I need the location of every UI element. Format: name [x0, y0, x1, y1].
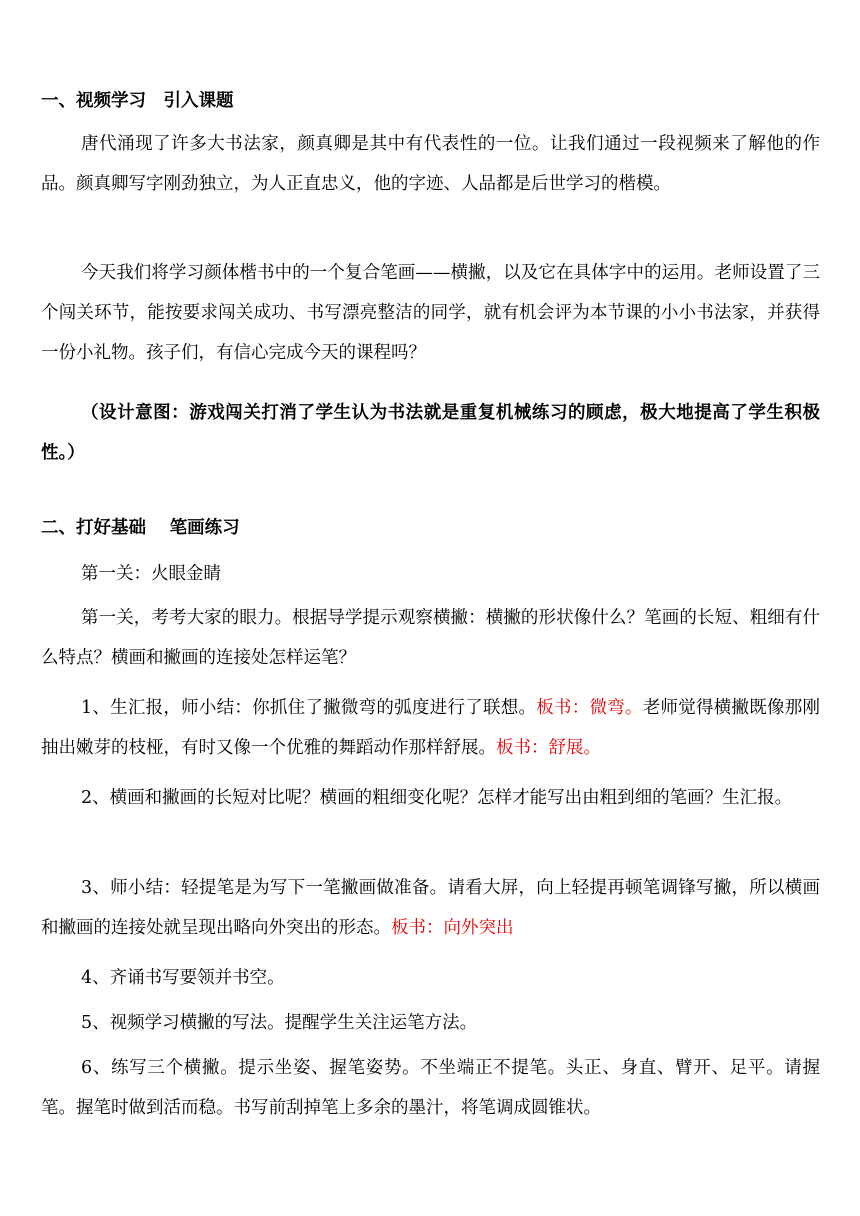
design-intent-note: （设计意图：游戏闯关打消了学生认为书法就是重复机械练习的顾虑，极大地提高了学生积极性。）: [41, 403, 820, 463]
item-1-text-a: 1、生汇报，师小结：你抓住了撇微弯的弧度进行了联想。: [81, 698, 537, 718]
level1-intro-paragraph: 第一关，考考大家的眼力。根据导学提示观察横撇：横撇的形状像什么？笔画的长短、粗细有什么特点？横画和撇画的连接处怎样运笔？: [41, 608, 820, 668]
board-note-protrude: 板书：向外突出: [391, 918, 514, 938]
section1-paragraph-2: 今天我们将学习颜体楷书中的一个复合笔画——横撇，以及它在具体字中的运用。老师设置了三个闯关环节，能按要求闯关成功、书写漂亮整洁的同学，就有机会评为本节课的小小书法家，并获得一份小礼物。孩子们，有信心完成今天的课程吗？: [41, 263, 820, 363]
item-5-paragraph: 5、视频学习横撇的写法。提醒学生关注运笔方法。: [81, 1013, 478, 1033]
section1-heading: 一、视频学习 引入课题: [41, 91, 234, 111]
item-6-paragraph: 6、练写三个横撇。提示坐姿、握笔姿势。不坐端正不提笔。头正、身直、臂开、足平。请握笔。握笔时做到活而稳。书写前刮掉笔上多余的墨汁，将笔调成圆锥状。: [41, 1058, 820, 1118]
item-4-paragraph: 4、齐诵书写要领并书空。: [81, 968, 285, 988]
item-1-text-b: 老师觉得横撇既像那刚抽出嫩芽的枝桠，有时又像一个优雅的舞蹈动作那样舒展。: [41, 698, 820, 758]
item-2-paragraph: 2、横画和撇画的长短对比呢？横画的粗细变化呢？怎样才能写出由粗到细的笔画？生汇报。: [81, 788, 793, 808]
board-note-stretch: 板书：舒展。: [496, 738, 601, 758]
item-3-paragraph: [41, 868, 820, 948]
section1-paragraph-1: 唐代涌现了许多大书法家，颜真卿是其中有代表性的一位。让我们通过一段视频来了解他的作品。颜真卿写字刚劲独立，为人正直忠义，他的字迹、人品都是后世学习的楷模。: [41, 134, 820, 194]
section2-heading: 二、打好基础 笔画练习: [41, 518, 240, 538]
item-1-paragraph: [41, 688, 820, 768]
board-note-slight-curve: 板书：微弯。: [536, 698, 643, 718]
item-3-text: 3、师小结：轻提笔是为写下一笔撇画做准备。请看大屏，向上轻提再顿笔调锋写撇，所以横画和撇画的连接处就呈现出略向外突出的形态。: [41, 878, 820, 938]
level1-title: 第一关：火眼金睛: [81, 564, 221, 584]
